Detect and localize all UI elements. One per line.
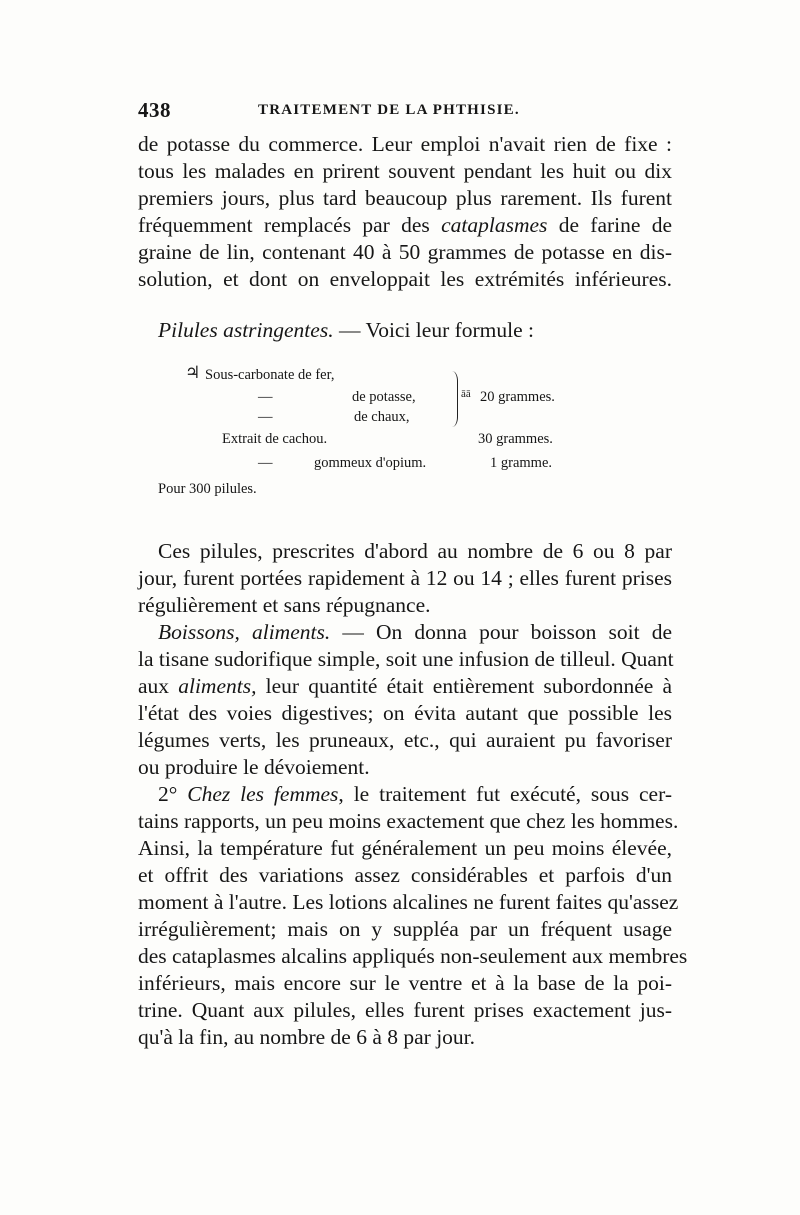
text-line: fréquemment remplacés par des cataplasmes de farine de — [138, 213, 673, 237]
text-line: qu'à la fin, au nombre de 6 à 8 par jour. — [138, 1025, 476, 1049]
text-line: tains rapports, un peu moins exactement que chez les hommes. — [138, 809, 679, 833]
text-line: régulièrement et sans répugnance. — [138, 593, 431, 617]
formula-row3: de chaux, — [354, 409, 410, 425]
formula-aa-amount: 20 grammes. — [480, 389, 555, 405]
text-line: aux aliments, leur quantité était entièrement subordonnée à — [138, 674, 672, 698]
text-line: de potasse du commerce. Leur emploi n'avait rien de fixe : — [138, 132, 672, 156]
formula-dash: — — [258, 409, 273, 425]
formula-row2: de potasse, — [352, 389, 416, 405]
pills-heading — [158, 317, 534, 344]
pills-heading-rest: — Voici leur formule : — [333, 318, 535, 342]
formula-row6: Pour 300 pilules. — [158, 481, 257, 497]
text-line: des cataplasmes alcalins appliqués non-seulement aux membres — [138, 944, 688, 968]
rx-symbol: ♃ — [185, 363, 201, 382]
page-number: 438 — [138, 98, 171, 122]
text-line: trine. Quant aux pilules, elles furent prises exactement jus- — [138, 998, 672, 1022]
section-title-boissons: Boissons, aliments. — [158, 620, 331, 644]
text-line: graine de lin, contenant 40 à 50 grammes de potasse en dis- — [138, 240, 672, 264]
formula-aa: āā — [461, 388, 471, 400]
text-line: Ainsi, la température fut généralement un peu moins élevée, — [138, 836, 672, 860]
text-line: et offrit des variations assez considérables et parfois d'un — [138, 863, 672, 887]
text-line: inférieurs, mais encore sur le ventre et à la base de la poi- — [138, 971, 672, 995]
page-header — [138, 98, 674, 124]
formula-dash: — — [258, 389, 273, 405]
text-line: premiers jours, plus tard beaucoup plus rarement. Ils furent — [138, 186, 672, 210]
formula-row5: gommeux d'opium. — [314, 455, 427, 471]
text-line: solution, et dont on enveloppait les extrémités inférieures. — [138, 267, 672, 291]
formula-row1: Sous-carbonate de fer, — [205, 367, 335, 383]
pills-heading-title: Pilules astringentes. — [158, 318, 334, 342]
formula-dash: — — [258, 455, 273, 471]
text-line: légumes verts, les pruneaux, etc., qui auraient pu favoriser — [138, 728, 672, 752]
text-line: Ces pilules, prescrites d'abord au nombre de 6 ou 8 par — [158, 539, 672, 563]
formula-row5-amount: 1 gramme. — [490, 455, 553, 471]
formula-brace — [451, 371, 458, 427]
text-line: l'état des voies digestives; on évita autant que possible les — [138, 701, 672, 725]
text-line: la tisane sudorifique simple, soit une infusion de tilleul. Quant — [138, 647, 674, 671]
text-line: 2° Chez les femmes, le traitement fut exécuté, sous cer- — [158, 782, 672, 806]
text-line: jour, furent portées rapidement à 12 ou 14 ; elles furent prises — [138, 566, 672, 590]
formula-row4-amount: 30 grammes. — [478, 431, 553, 447]
text-line: tous les malades en prirent souvent pendant les huit ou dix — [138, 159, 672, 183]
text-line: ou produire le dévoiement. — [138, 755, 370, 779]
text-line: irrégulièrement; mais on y suppléa par un fréquent usage — [138, 917, 672, 941]
running-title: TRAITEMENT DE LA PHTHISIE. — [258, 102, 520, 118]
text-line: moment à l'autre. Les lotions alcalines ne furent faites qu'assez — [138, 890, 679, 914]
section-title-femmes: Chez les femmes — [187, 782, 339, 806]
formula-row4: Extrait de cachou. — [222, 431, 328, 447]
text-line: Boissons, aliments. — On donna pour boisson soit de — [158, 620, 672, 644]
